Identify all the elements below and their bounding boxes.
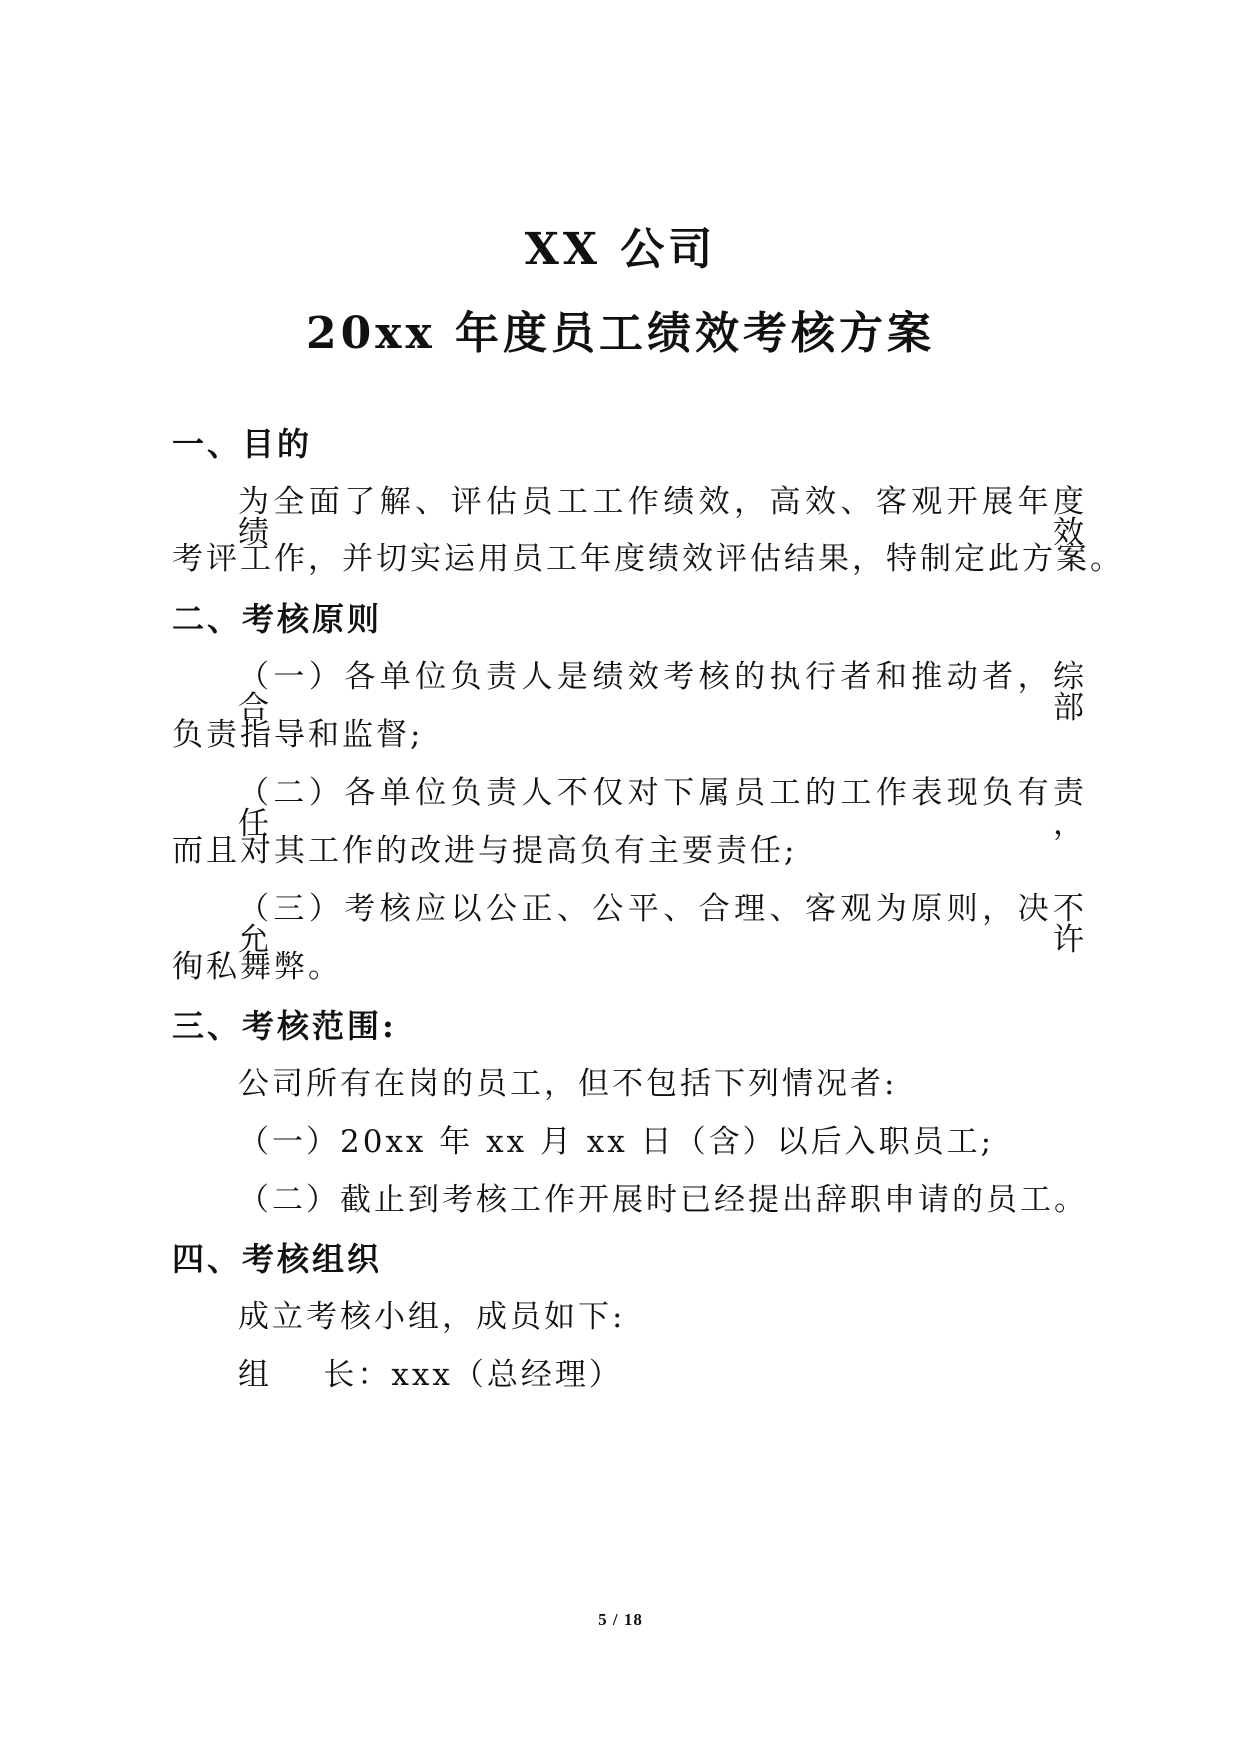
section-heading-principles: 二、考核原则: [172, 600, 383, 638]
section-heading-purpose: 一、目的: [172, 425, 313, 463]
paragraph-line: （三）考核应以公正、公平、合理、客观为原则，决不允许: [238, 891, 1087, 958]
paragraph-line: 为全面了解、评估员工工作绩效，高效、客观开展年度绩效: [238, 484, 1087, 551]
paragraph-line: 负责指导和监督;: [172, 717, 424, 753]
section-heading-organization: 四、考核组织: [172, 1240, 383, 1278]
section-heading-scope: 三、考核范围:: [172, 1007, 397, 1045]
paragraph-line: 徇私舞弊。: [172, 949, 342, 985]
plan-title: 20xx 年度员工绩效考核方案: [305, 308, 935, 359]
paragraph-line: 公司所有在岗的员工，但不包括下列情况者:: [238, 1066, 898, 1102]
company-title: XX 公司: [524, 224, 717, 275]
paragraph-line: 考评工作，并切实运用员工年度绩效评估结果，特制定此方案。: [172, 541, 1124, 577]
page-number: 5 / 18: [598, 1610, 643, 1629]
paragraph-line: 组 长：xxx（总经理）: [238, 1357, 623, 1393]
paragraph-line: （一）20xx 年 xx 月 xx 日（含）以后入职员工;: [238, 1124, 995, 1160]
paragraph-line: （二）截止到考核工作开展时已经提出辞职申请的员工。: [238, 1182, 1088, 1218]
paragraph-line: 而且对其工作的改进与提高负有主要责任;: [172, 833, 798, 869]
paragraph-line: （二）各单位负责人不仅对下属员工的工作表现负有责任，: [238, 775, 1087, 842]
paragraph-line: 成立考核小组，成员如下:: [238, 1299, 626, 1335]
paragraph-line: （一）各单位负责人是绩效考核的执行者和推动者，综合部: [238, 659, 1087, 726]
